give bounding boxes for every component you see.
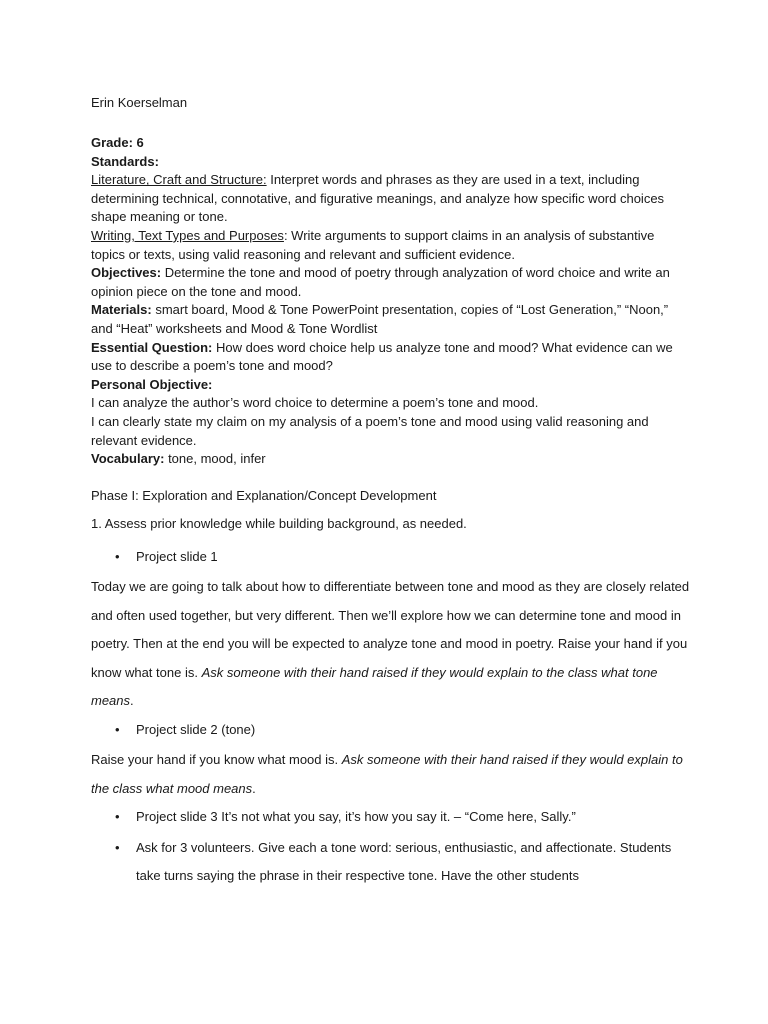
personal-objective-line-2: I can clearly state my claim on my analysis of a poem’s tone and mood using valid reasoning and relevant evidence. [91, 413, 649, 448]
vocabulary-label: Vocabulary: [91, 451, 165, 467]
essential-question-label: Essential Question: [91, 339, 213, 355]
list-item [91, 803, 691, 832]
essential-question [91, 339, 691, 376]
step-1: 1. Assess prior knowledge while building background, as needed. [91, 515, 467, 531]
bullet-text: Project slide 1 [136, 548, 218, 564]
bullet-icon: • [115, 809, 120, 825]
bullet-list-2 [91, 716, 691, 745]
materials-text: smart board, Mood & Tone PowerPoint presentation, copies of “Lost Generation,” “Noon,” and “Heat” worksheets and Mood & Tone Wordlist [91, 302, 669, 336]
materials [91, 301, 691, 338]
standard-literature-label: Literature, Craft and Structure: [91, 172, 267, 188]
paragraph-mood-italic: Ask someone with their hand raised if they would explain to the class what mood means [91, 752, 683, 796]
standards-heading: Standards: [91, 153, 159, 169]
paragraph-tone [91, 573, 691, 716]
objectives-text: Determine the tone and mood of poetry through analyzation of word choice and write an opinion piece on the tone and mood. [91, 265, 670, 299]
list-item [91, 716, 691, 745]
author-name: Erin Koerselman [91, 95, 188, 110]
bullet-text: Project slide 2 (tone) [136, 721, 256, 737]
bullet-icon: • [115, 548, 120, 564]
materials-label: Materials: [91, 302, 152, 318]
personal-objective-line-1: I can analyze the author’s word choice to determine a poem’s tone and mood. [91, 395, 539, 411]
paragraph-tone-end: . [130, 693, 134, 709]
bullet-text: Ask for 3 volunteers. Give each a tone word: serious, enthusiastic, and affectionate. Students take turns saying the phrase in their respective tone. Have the other students [136, 839, 672, 884]
lesson-body [91, 515, 691, 891]
vocabulary [91, 450, 691, 469]
paragraph-tone-italic: Ask someone with their hand raised if they would explain to the class what tone means [91, 664, 658, 709]
standard-writing-label: Writing, Text Types and Purposes [91, 227, 284, 243]
essential-question-text: How does word choice help us analyze tone and mood? What evidence can we use to describe a poem’s tone and mood? [91, 339, 673, 374]
document-page [91, 94, 691, 893]
bullet-icon: • [115, 839, 120, 855]
list-item [91, 543, 691, 572]
personal-objective-heading: Personal Objective: [91, 376, 213, 392]
vocabulary-text: tone, mood, infer [164, 451, 266, 467]
paragraph-tone-text: Today we are going to talk about how to differentiate between tone and mood as they are closely related and often used together, but very different. Then we’ll explore how we can determine tone and mood in poetry. Then at the end you will be expected to analyze tone and mood in poetry. Raise your hand if you know what tone is. [91, 579, 690, 680]
bullet-icon: • [115, 721, 120, 737]
objectives [91, 264, 691, 301]
grade-line: Grade: 6 [91, 135, 144, 150]
paragraph-mood-end: . [252, 780, 256, 796]
list-item [91, 834, 691, 891]
bullet-list-1 [91, 543, 691, 572]
bullet-text: Project slide 3 It’s not what you say, it’s how you say it. – “Come here, Sally.” [136, 809, 576, 825]
paragraph-mood [91, 746, 691, 803]
standard-writing [91, 227, 691, 264]
standard-literature-text: Interpret words and phrases as they are used in a text, including determining technical, connotative, and figurative meanings, and analyze how specific word choices shape meaning or tone. [91, 172, 665, 225]
objectives-label: Objectives: [91, 265, 162, 281]
bullet-list-3 [91, 803, 691, 891]
header-section [91, 134, 691, 469]
phase-heading: Phase I: Exploration and Explanation/Concept Development [91, 487, 437, 503]
standard-writing-text: : Write arguments to support claims in an analysis of substantive topics or texts, using valid reasoning and relevant and sufficient evidence. [91, 227, 655, 262]
standard-literature [91, 171, 691, 227]
paragraph-mood-text: Raise your hand if you know what mood is. [91, 752, 342, 768]
